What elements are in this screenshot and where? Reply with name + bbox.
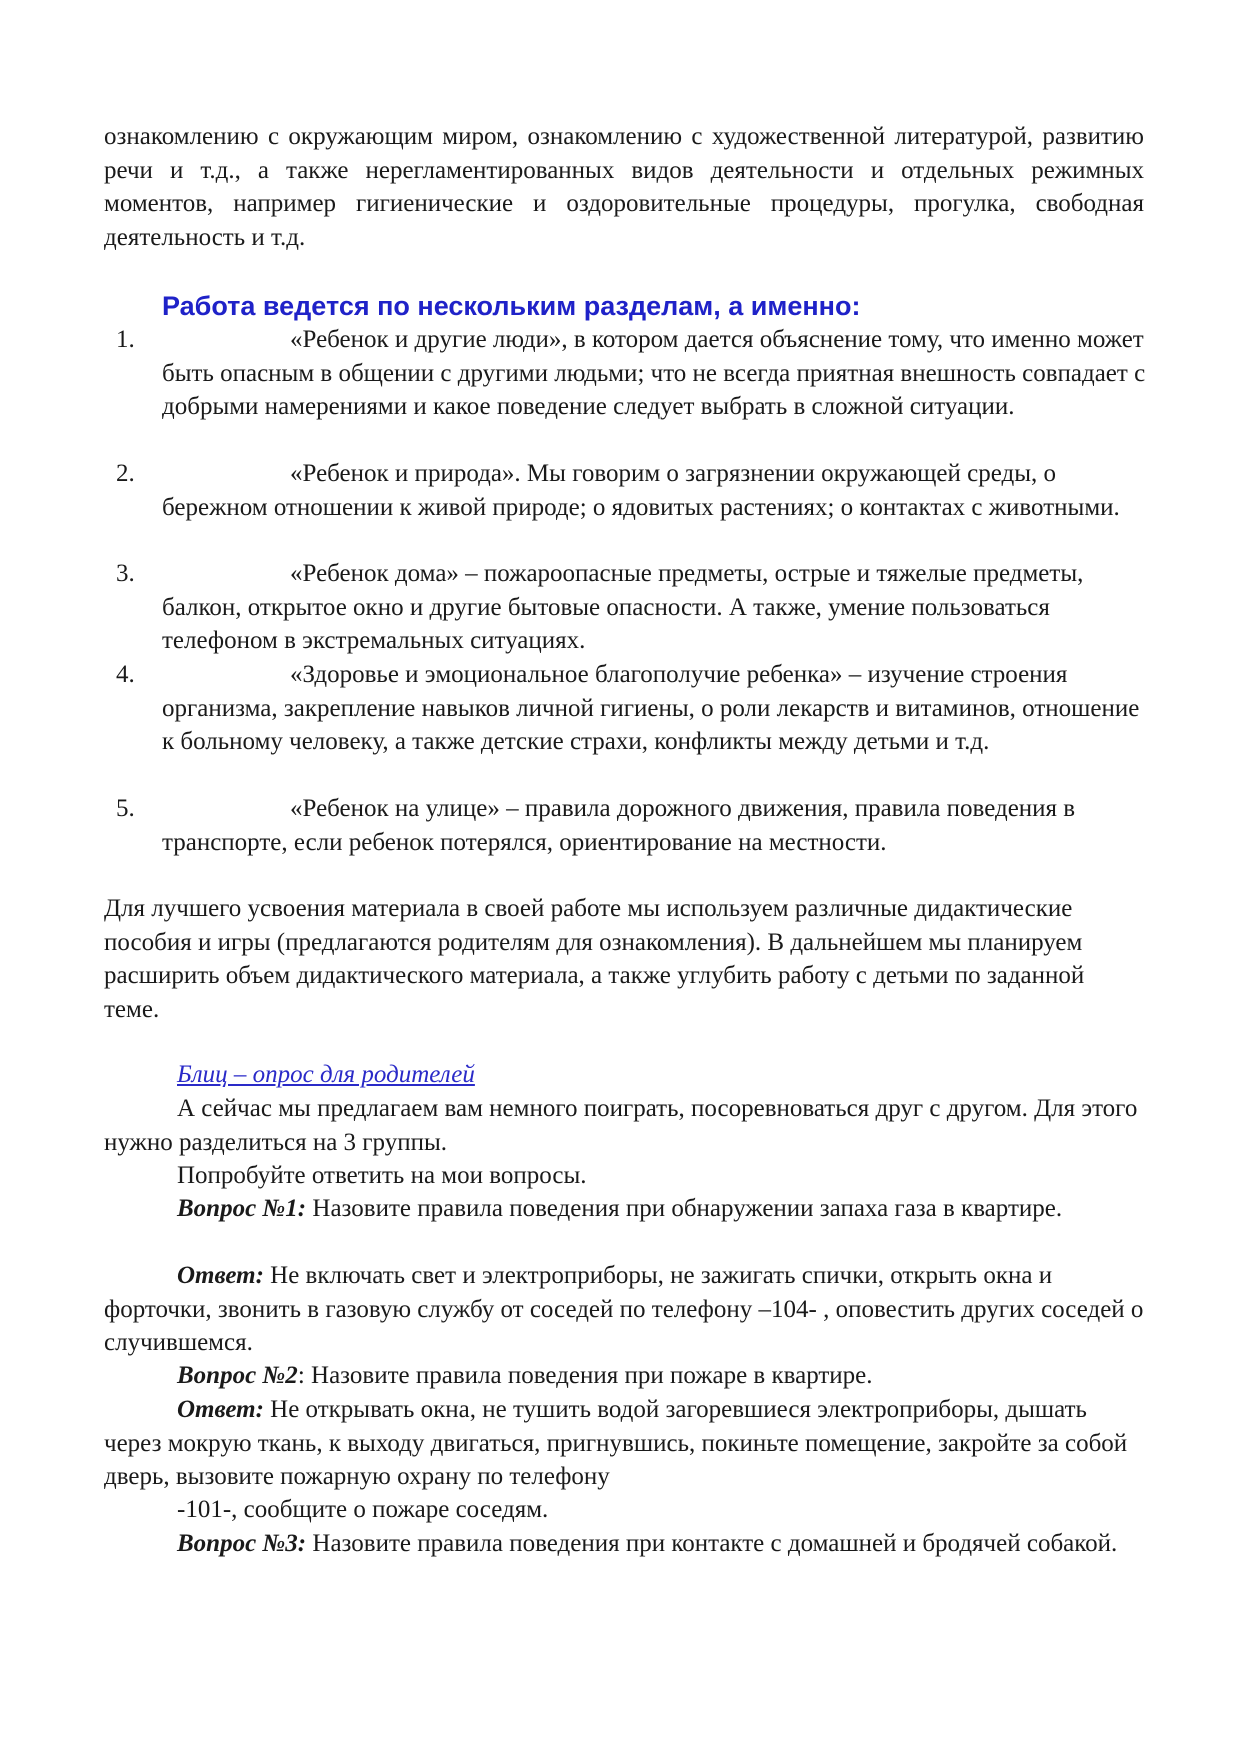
- list-number: 2.: [116, 460, 135, 487]
- question-text: : Назовите правила поведения при пожаре в квартире.: [297, 1362, 873, 1389]
- list-text: «Ребенок на улице» – правила дорожного движения, правила поведения в транспорте, если ребенок потерялся, ориентирование на местности.: [162, 795, 1076, 856]
- try-answer-paragraph: Попробуйте ответить на мои вопросы.: [177, 1162, 587, 1189]
- question-2: [104, 1359, 1144, 1393]
- question-text: Назовите правила поведения при контакте с домашней и бродячей собакой.: [306, 1530, 1118, 1557]
- list-number: 5.: [116, 795, 135, 822]
- list-text: «Здоровье и эмоциональное благополучие ребенка» – изучение строения организма, закрепление навыков личной гигиены, о роли лекарств и витаминов, отношение к больному человеку, а также детские страхи, конфликты между детьми и т.д.: [162, 661, 1140, 755]
- list-number: 1.: [116, 326, 135, 353]
- question-label: Вопрос №2: [177, 1362, 298, 1389]
- sections-heading: Работа ведется по нескольким разделам, а именно:: [162, 291, 861, 321]
- question-label: Вопрос №1:: [177, 1195, 307, 1222]
- materials-paragraph: Для лучшего усвоения материала в своей работе мы используем различные дидактические пособия и игры (предлагаются родителям для ознакомления). В дальнейшем мы планируем расширить объем дидактического материала, а также углубить работу с детьми по заданной теме.: [104, 895, 1085, 1023]
- list-number: 4.: [116, 661, 135, 688]
- quiz-link[interactable]: Блиц – опрос для родителей: [177, 1061, 475, 1088]
- list-number: 3.: [116, 560, 135, 587]
- answer-2-continuation: -101-, сообщите о пожаре соседям.: [177, 1496, 549, 1523]
- answer-label: Ответ:: [177, 1262, 264, 1289]
- list-text: «Ребенок дома» – пожароопасные предметы, острые и тяжелые предметы, балкон, открытое окно и другие бытовые опасности. А также, умение пользоваться телефоном в экстремальных ситуациях.: [162, 560, 1084, 654]
- answer-label: Ответ:: [177, 1396, 264, 1423]
- intro-paragraph: ознакомлению с окружающим миром, ознакомлению с художественной литературой, развитию речи и т.д., а также нерегламентированных видов деятельности и отдельных режимных моментов, например гигиенические и оздоровительные процедуры, прогулка, свободная деятельность и т.д.: [104, 123, 1144, 251]
- invite-paragraph: А сейчас мы предлагаем вам немного поиграть, посоревноваться друг с другом. Для этого нужно разделиться на 3 группы.: [104, 1095, 1138, 1156]
- question-label: Вопрос №3:: [177, 1530, 307, 1557]
- question-1: [104, 1192, 1144, 1226]
- answer-2: [104, 1393, 1144, 1494]
- list-text: «Ребенок и другие люди», в котором дается объяснение тому, что именно может быть опасным в общении с другими людьми; что не всегда приятная внешность совпадает с добрыми намерениями и какое поведение следует выбрать в сложной ситуации.: [162, 326, 1146, 420]
- answer-text: Не включать свет и электроприборы, не зажигать спички, открыть окна и форточки, звонить в газовую службу от соседей по телефону –104- , оповестить других соседей о случившемся.: [104, 1262, 1144, 1356]
- answer-1: [104, 1259, 1144, 1360]
- question-text: Назовите правила поведения при обнаружении запаха газа в квартире.: [306, 1195, 1063, 1222]
- question-3: [104, 1527, 1144, 1561]
- list-text: «Ребенок и природа». Мы говорим о загрязнении окружающей среды, о бережном отношении к живой природе; о ядовитых растениях; о контактах с животными.: [162, 460, 1120, 521]
- answer-text: Не открывать окна, не тушить водой загоревшиеся электроприборы, дышать через мокрую ткань, к выходу двигаться, пригнувшись, покиньте помещение, закройте за собой дверь, вызовите пожарную охрану по телефону: [104, 1396, 1128, 1490]
